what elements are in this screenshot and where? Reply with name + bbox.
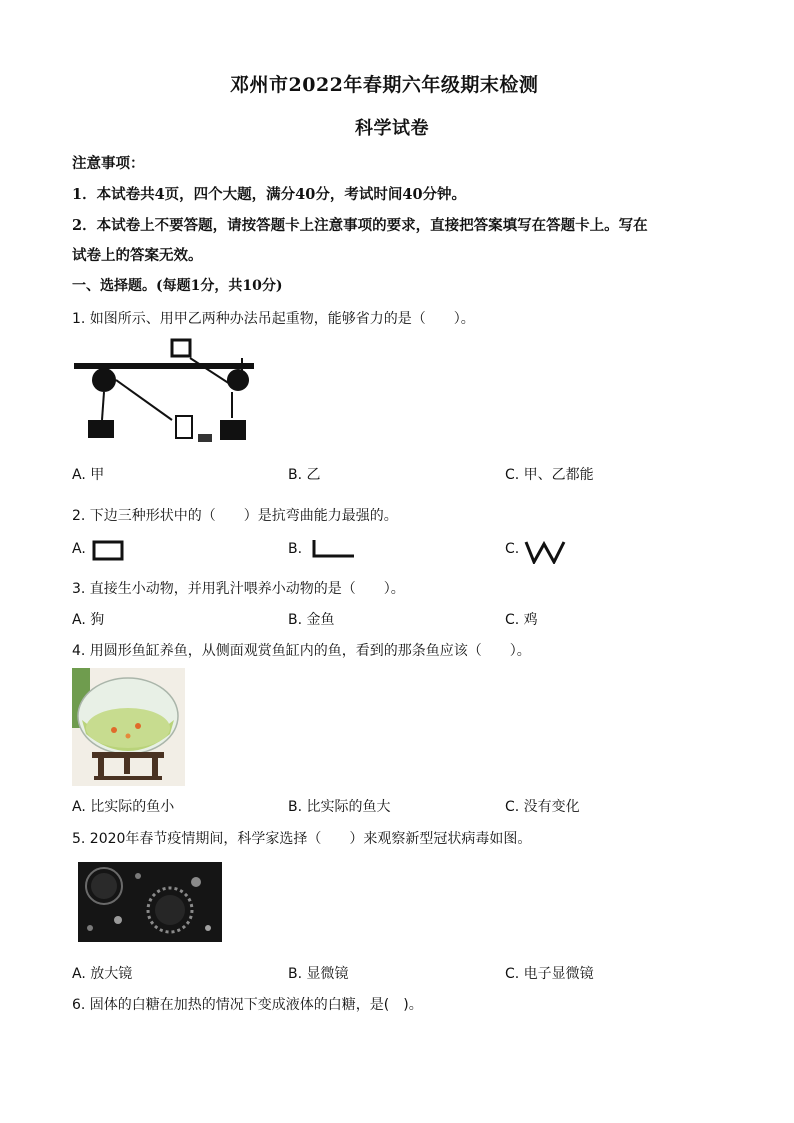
corrugated-shape xyxy=(524,540,568,564)
hand-right xyxy=(198,434,212,442)
pulley-figure xyxy=(72,338,258,450)
weight-right xyxy=(220,420,246,440)
square-tube-shape xyxy=(92,540,126,562)
question-5-option-a[interactable]: A. 放大镜 xyxy=(72,966,133,982)
question-6-stem: 6. 固体的白糖在加热的情况下变成液体的白糖，是( )。 xyxy=(72,997,423,1013)
question-4-stem: 4. 用圆形鱼缸养鱼，从侧面观赏鱼缸内的鱼，看到的那条鱼应该（ ）。 xyxy=(72,643,531,659)
question-3-stem: 3. 直接生小动物，并用乳汁喂养小动物的是（ ）。 xyxy=(72,581,405,597)
question-3-option-c[interactable]: C. 鸡 xyxy=(505,612,538,628)
pulley-wheel-left xyxy=(92,368,116,392)
l-angle-shape xyxy=(310,538,356,560)
question-1-option-c[interactable]: C. 甲、乙都能 xyxy=(505,467,594,483)
question-1-option-b[interactable]: B. 乙 xyxy=(288,467,321,483)
question-5-option-b[interactable]: B. 显微镜 xyxy=(288,966,349,982)
question-1-option-a[interactable]: A. 甲 xyxy=(72,467,105,483)
section-heading: 一、选择题。(每题1分，共10分) xyxy=(72,278,283,294)
pulley-beam xyxy=(74,363,254,369)
question-2-stem: 2. 下边三种形状中的（ ）是抗弯曲能力最强的。 xyxy=(72,508,398,524)
fishbowl-photo xyxy=(72,668,185,786)
page-subtitle: 科学试卷 xyxy=(355,118,429,139)
question-5-option-c[interactable]: C. 电子显微镜 xyxy=(505,966,594,982)
question-3-option-b[interactable]: B. 金鱼 xyxy=(288,612,335,628)
question-5-stem: 5. 2020年春节疫情期间，科学家选择（ ）来观察新型冠状病毒如图。 xyxy=(72,831,532,847)
notice-item-2-line-1: 2．本试卷上不要答题，请按答题卡上注意事项的要求，直接把答案填写在答题卡上。写在 xyxy=(72,217,648,234)
pulley-top-anchor xyxy=(172,340,190,356)
weight-left xyxy=(88,420,114,438)
virus-micrograph xyxy=(78,862,222,942)
question-4-option-b[interactable]: B. 比实际的鱼大 xyxy=(288,799,391,815)
notice-item-1: 1．本试卷共4页，四个大题，满分40分，考试时间40分钟。 xyxy=(72,186,467,203)
page-title: 邓州市2022年春期六年级期末检测 xyxy=(230,74,539,96)
pulley-wheel-right xyxy=(227,369,249,391)
question-2-option-c[interactable]: C. xyxy=(505,541,520,557)
notice-item-2-line-2: 试卷上的答案无效。 xyxy=(72,247,203,264)
question-4-option-a[interactable]: A. 比实际的鱼小 xyxy=(72,799,175,815)
notice-heading: 注意事项： xyxy=(72,155,145,172)
hand-left xyxy=(176,416,192,438)
question-1-stem: 1. 如图所示、用甲乙两种办法吊起重物，能够省力的是（ ）。 xyxy=(72,311,475,327)
question-3-option-a[interactable]: A. 狗 xyxy=(72,612,105,628)
question-4-option-c[interactable]: C. 没有变化 xyxy=(505,799,580,815)
question-2-option-a[interactable]: A. xyxy=(72,541,86,557)
question-2-option-b[interactable]: B. xyxy=(288,541,303,557)
